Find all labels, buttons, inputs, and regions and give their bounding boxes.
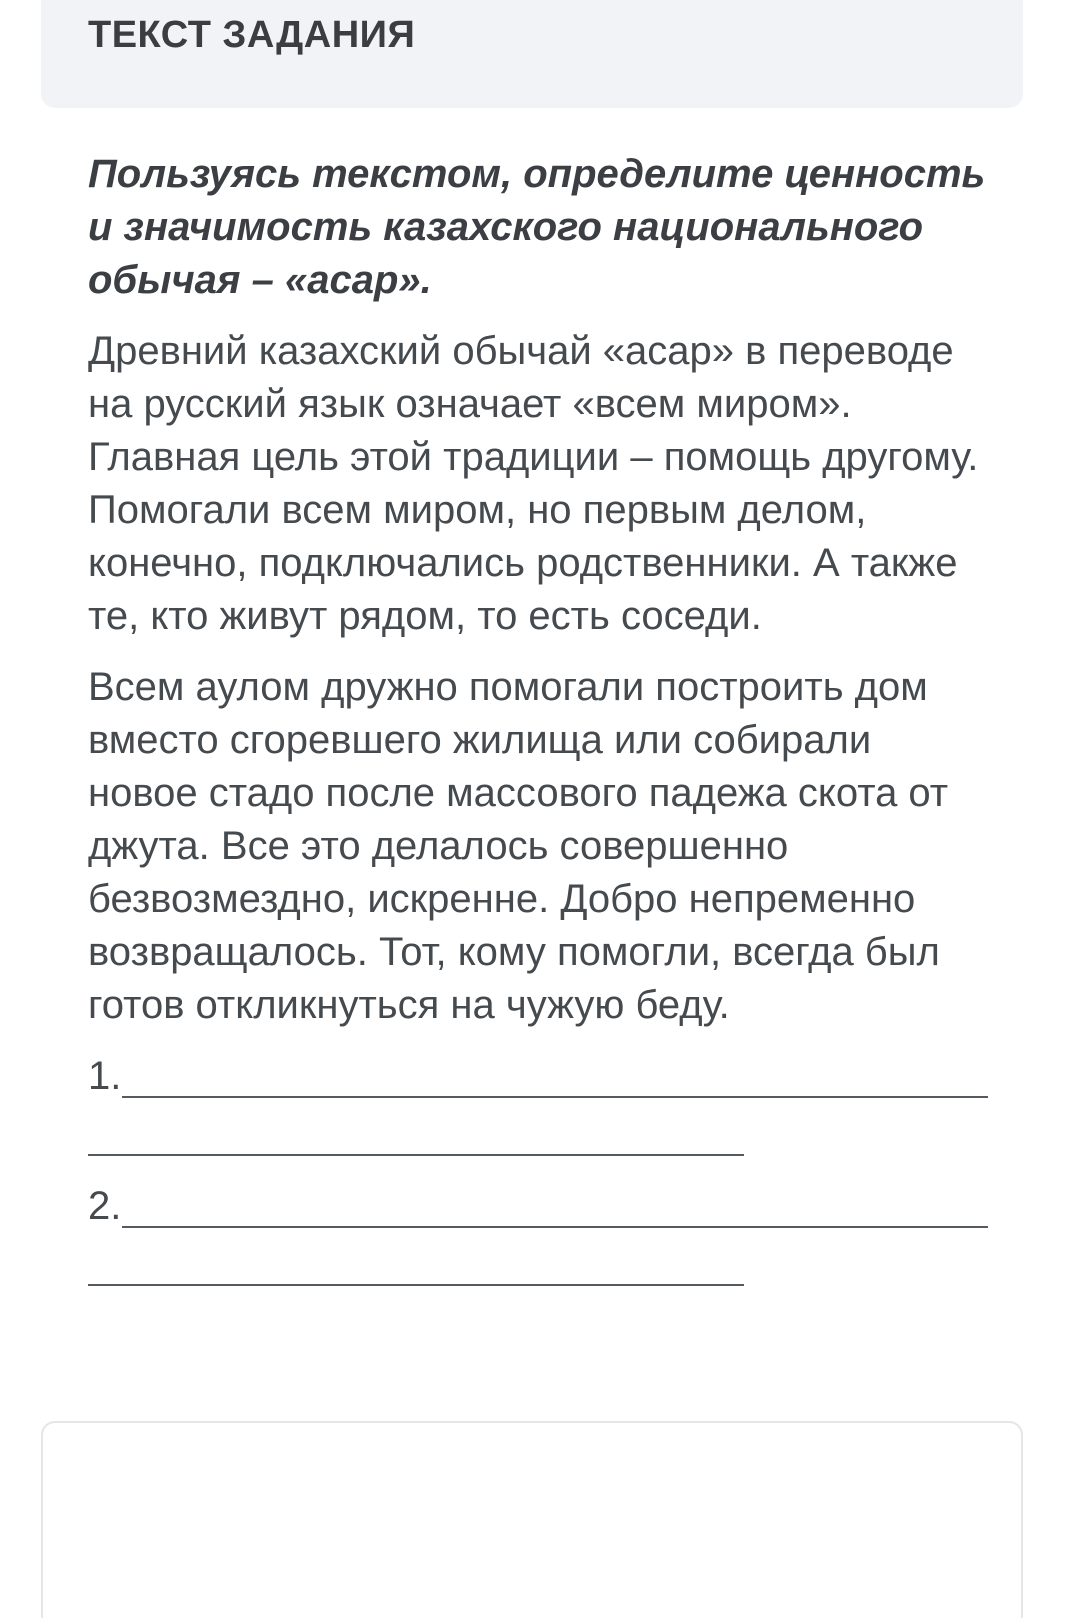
answer-input-box[interactable]	[41, 1421, 1023, 1618]
task-header	[41, 0, 1023, 108]
answer-blank-line	[122, 1096, 988, 1098]
answer-blank-line	[122, 1226, 988, 1228]
answer-blank-line	[88, 1284, 744, 1286]
answer-number: 1.	[88, 1054, 122, 1098]
answer-line-1	[88, 1050, 988, 1114]
answer-blank-line	[88, 1154, 744, 1156]
answer-number: 2.	[88, 1184, 122, 1228]
task-content	[88, 148, 988, 1310]
task-paragraph: Всем аулом дружно помогали построить дом вместо сгоревшего жилища или собирали новое стадо после массового падежа скота от джута. Все это делалось совершенно безвозмездно, искренне. Добро непременно возвращалось. Тот, кому помогли, всегда был готов откликнуться на чужую беду.	[88, 665, 949, 1027]
task-question: Пользуясь текстом, определите ценность и значимость казахского национального обычая – «асар».	[88, 152, 986, 302]
answer-line-2-continuation	[88, 1244, 988, 1310]
task-header-title: ТЕКСТ ЗАДАНИЯ	[88, 14, 416, 56]
answer-line-2	[88, 1180, 988, 1244]
answer-line-1-continuation	[88, 1114, 988, 1180]
task-paragraph: Древний казахский обычай «асар» в переводе на русский язык означает «всем миром». Главная цель этой традиции – помощь другому. Помогали всем миром, но первым делом, конечно, подключались родственники. А также те, кто живут рядом, то есть соседи.	[88, 329, 979, 638]
